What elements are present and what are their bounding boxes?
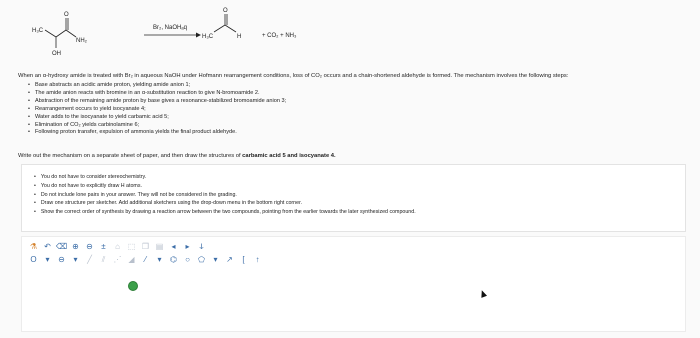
reaction-scheme <box>0 0 700 70</box>
structure-sketcher[interactable] <box>21 236 686 332</box>
problem-intro: When an α-hydroxy amide is treated with Br₂ in aqueous NaOH under Hofmann rearrangement conditions, loss of CO₂ occurs and a chain-shortened aldehyde is formed. The mechanism involves the following steps: <box>18 73 569 79</box>
cyclohexane-icon[interactable]: ○ <box>185 255 190 264</box>
ring-template-icon[interactable]: ⌂ <box>115 242 120 251</box>
undo-icon[interactable]: ↶ <box>44 242 51 251</box>
sketcher-toolbar-top <box>28 241 207 253</box>
reactant-h3c: H₃C <box>32 28 44 34</box>
wedge-bond-icon[interactable]: ◢ <box>128 255 135 264</box>
arrow-right-icon[interactable]: ▸ <box>185 242 190 251</box>
ring-dropdown-icon[interactable]: ▾ <box>213 255 218 264</box>
paste-icon[interactable]: ▤ <box>155 242 164 251</box>
product-h3c: H₃C <box>202 34 214 40</box>
chain-icon[interactable]: ▾ <box>157 255 162 264</box>
dropdown-icon[interactable]: ▾ <box>45 255 50 264</box>
reactant-oh: OH <box>52 51 61 57</box>
zoom-out-icon[interactable]: ⊖ <box>86 242 93 251</box>
product-h: H <box>237 34 242 40</box>
benzene-icon[interactable]: ⌬ <box>170 255 177 264</box>
instruction-item: • You do not have to consider stereochemistry. <box>34 173 416 182</box>
product-structure <box>214 14 236 32</box>
clean-icon[interactable]: ⚗ <box>29 242 38 251</box>
reagents-label: Br₂, NaOHₐq <box>153 25 187 31</box>
sketcher-toolbar-bottom <box>28 254 263 266</box>
atom-o-icon[interactable]: O <box>30 255 37 264</box>
cyclopentane-icon[interactable]: ⬠ <box>198 255 205 264</box>
single-bond-icon[interactable]: ╱ <box>87 255 92 264</box>
question-prompt <box>18 153 336 159</box>
eraser-icon[interactable]: ⌫ <box>55 242 68 251</box>
product-o: O <box>223 8 228 14</box>
atom-c-icon[interactable]: ⊖ <box>58 255 65 264</box>
step-item: • Elimination of CO₂ yields carbinolamine 6; <box>28 122 286 130</box>
triple-bond-icon[interactable]: ⋰ <box>113 255 122 264</box>
step-item: • The amide anion reacts with bromine in an α-substitution reaction to give N-bromoamide 2. <box>28 90 286 98</box>
charge-icon[interactable]: ± <box>101 242 106 251</box>
instruction-item: • Draw one structure per sketcher. Add additional sketchers using the drop-down menu in the bottom right corner. <box>34 199 416 208</box>
bracket-icon[interactable]: [ <box>242 255 245 264</box>
mechanism-steps <box>28 82 286 137</box>
step-item: • Following proton transfer, expulsion of ammonia yields the final product aldehyde. <box>28 129 286 137</box>
reaction-arrowhead <box>196 33 201 38</box>
instruction-item: • Do not include lone pairs in your answer. They will not be considered in the grading. <box>34 191 416 200</box>
instructions-list <box>34 173 416 217</box>
step-item: • Rearrangement occurs to yield isocyanate 4; <box>28 106 286 114</box>
zoom-in-icon[interactable]: ⊕ <box>72 242 79 251</box>
byproducts-label: + CO₂ + NH₃ <box>262 33 297 39</box>
prompt-bold: carbamic acid 5 and isocyanate 4. <box>242 153 336 159</box>
double-bond-icon[interactable]: ⫽ <box>101 255 106 264</box>
prompt-text: Write out the mechanism on a separate sheet of paper, and then draw the structures of <box>18 153 243 159</box>
submit-status-icon[interactable] <box>128 281 138 291</box>
dropdown-icon-2[interactable]: ▾ <box>73 255 78 264</box>
reaction-arrow-icon[interactable]: ↗ <box>226 255 233 264</box>
copy-icon[interactable]: ❐ <box>141 242 150 251</box>
lasso-icon[interactable]: ↆ <box>199 242 204 251</box>
reactant-structure <box>45 18 76 48</box>
mouse-cursor-icon <box>479 289 487 298</box>
step-item: • Abstraction of the remaining amide proton by base gives a resonance-stabilized bromoamide anion 3; <box>28 98 286 106</box>
reactant-o: O <box>64 12 69 18</box>
plus-icon[interactable]: ↑ <box>255 255 260 264</box>
instruction-item: • You do not have to explicitly draw H atoms. <box>34 182 416 191</box>
arrow-left-icon[interactable]: ◂ <box>171 242 176 251</box>
instruction-item: • Show the correct order of synthesis by drawing a reaction arrow between the two compounds, pointing from the earlier towards the later synthesized compound. <box>34 208 416 217</box>
step-item: • Water adds to the isocyanate to yield carbamic acid 5; <box>28 114 286 122</box>
select-icon[interactable]: ⬚ <box>127 242 136 251</box>
instructions-box <box>21 164 686 232</box>
hash-bond-icon[interactable]: ⁄ <box>144 255 147 264</box>
step-item: • Base abstracts an acidic amide proton, yielding amide anion 1; <box>28 82 286 90</box>
reactant-nh2: NH₂ <box>76 38 87 44</box>
